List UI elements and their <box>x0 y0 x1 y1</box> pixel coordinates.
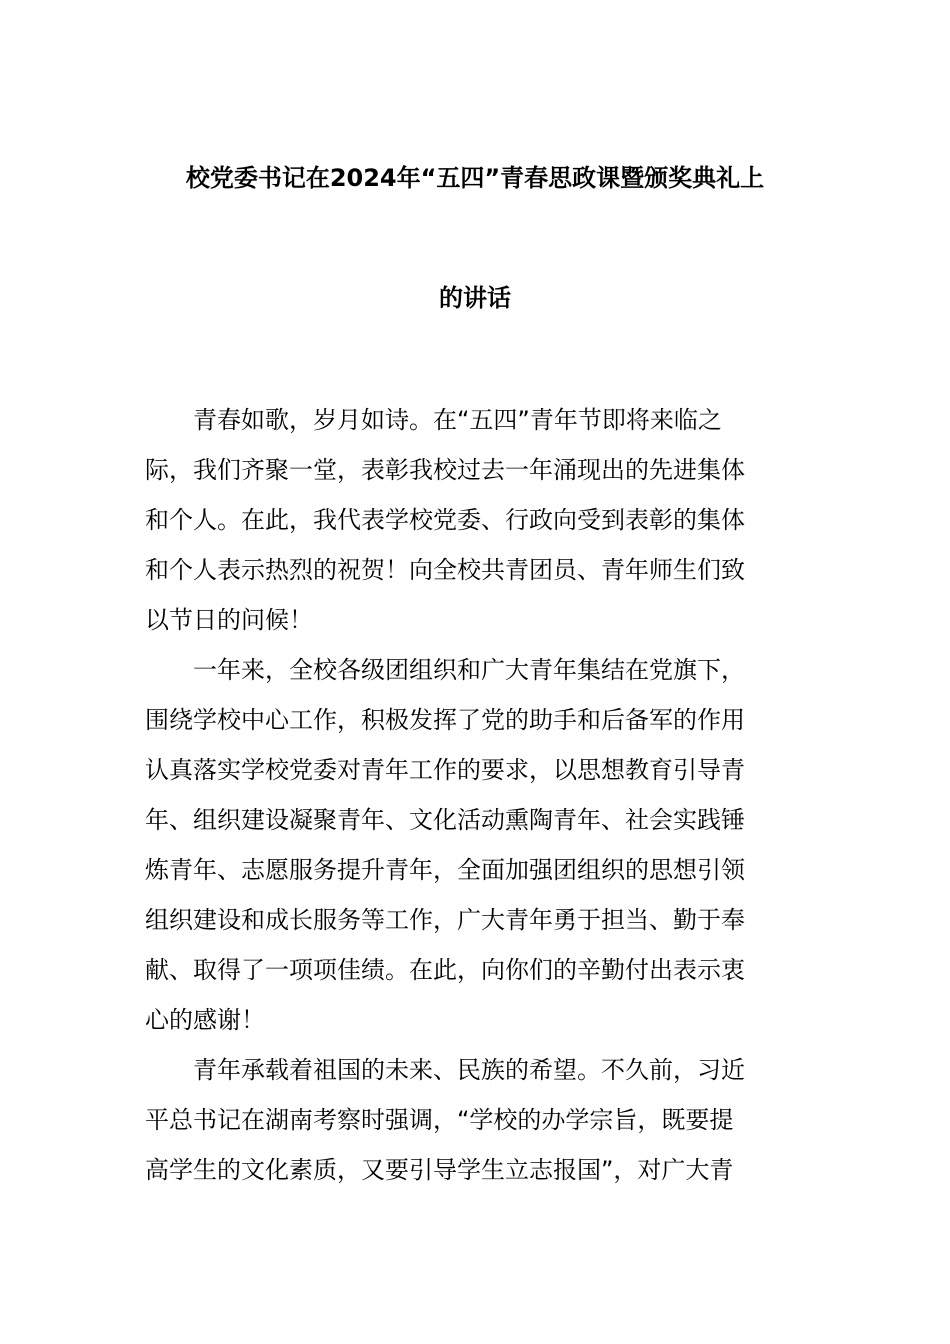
paragraph-2-line-3: 认真落实学校党委对青年工作的要求，以思想教育引导青 <box>145 756 745 784</box>
paragraph-3-line-2: 平总书记在湖南考察时强调，“学校的办学宗旨，既要提 <box>145 1106 734 1134</box>
paragraph-2-line-2: 围绕学校中心工作，积极发挥了党的助手和后备军的作用 <box>145 706 745 734</box>
document-title-line-1: 校党委书记在2024年“五四”青春思政课暨颁奖典礼上 <box>185 164 765 192</box>
document-title-line-2: 的讲话 <box>439 284 511 312</box>
paragraph-1-line-5: 以节日的问候！ <box>145 606 313 634</box>
paragraph-3-line-1: 青年承载着祖国的未来、民族的希望。不久前，习近 <box>193 1056 745 1084</box>
paragraph-2-line-1: 一年来，全校各级团组织和广大青年集结在党旗下， <box>193 656 745 684</box>
paragraph-2-line-5: 炼青年、志愿服务提升青年，全面加强团组织的思想引领 <box>145 856 745 884</box>
paragraph-2-line-6: 组织建设和成长服务等工作，广大青年勇于担当、勤于奉 <box>145 906 745 934</box>
paragraph-1-line-2: 际，我们齐聚一堂，表彰我校过去一年涌现出的先进集体 <box>145 456 745 484</box>
paragraph-1-line-4: 和个人表示热烈的祝贺！向全校共青团员、青年师生们致 <box>145 556 745 584</box>
paragraph-1-line-1: 青春如歌，岁月如诗。在“五四”青年节即将来临之 <box>193 406 722 434</box>
paragraph-1-line-3: 和个人。在此，我代表学校党委、行政向受到表彰的集体 <box>145 506 745 534</box>
paragraph-2-line-8: 心的感谢！ <box>145 1006 265 1034</box>
paragraph-2-line-4: 年、组织建设凝聚青年、文化活动熏陶青年、社会实践锤 <box>145 806 745 834</box>
paragraph-3-line-3: 高学生的文化素质，又要引导学生立志报国”，对广大青 <box>145 1156 734 1184</box>
paragraph-2-line-7: 献、取得了一项项佳绩。在此，向你们的辛勤付出表示衷 <box>145 956 745 984</box>
